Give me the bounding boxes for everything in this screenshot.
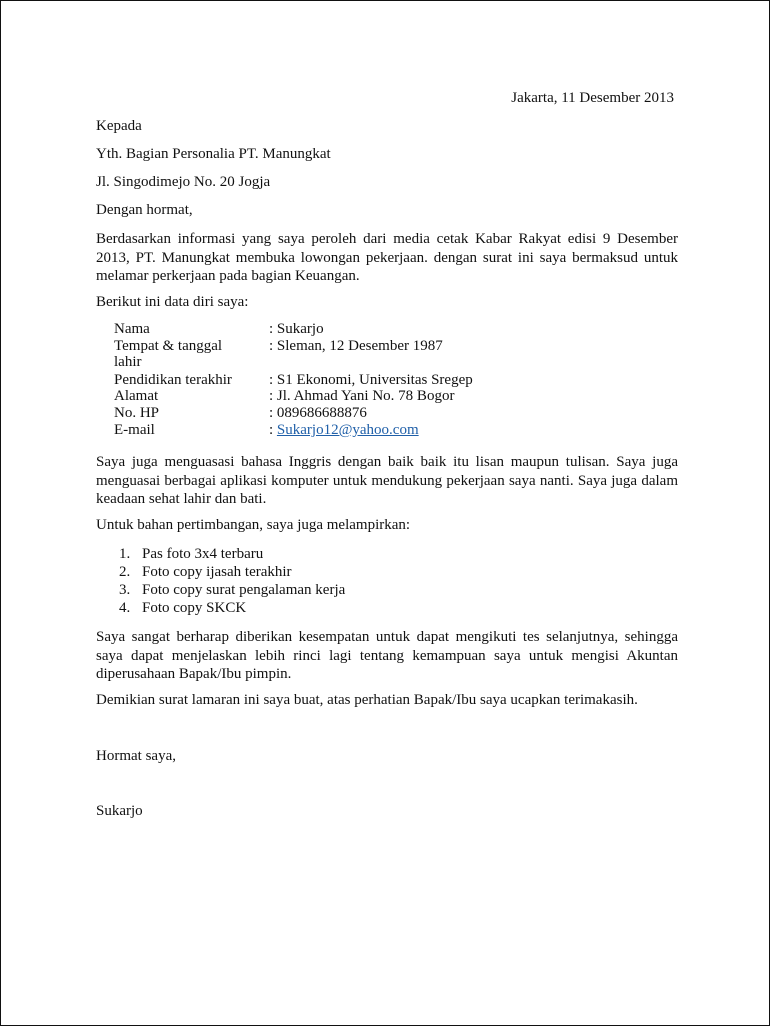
field-label: No. HP [114,405,160,421]
list-item [119,546,263,563]
field-value: : Sleman, 12 Desember 1987 [269,338,443,354]
list-item [119,582,345,599]
opening-paragraph: Berdasarkan informasi yang saya peroleh dari media cetak Kabar Rakyat edisi 9 Desember 2013, PT. Manungkat membuka lowongan pekerjaan. dengan surat ini saya bermaksud untuk melamar perkerjaan pada bagian Keuangan. [96,231,678,284]
greeting: Dengan hormat, [96,202,193,218]
field-label: Tempat & tanggal lahir [114,338,223,370]
personal-data-intro: Berikut ini data diri saya: [96,294,249,310]
field-label: Nama [114,321,150,337]
list-number: 3. [119,582,131,598]
field-label: Alamat [114,388,159,404]
letter-date: Jakarta, 11 Desember 2013 [511,90,674,106]
list-item [119,600,246,617]
recipient-line: Yth. Bagian Personalia PT. Manungkat [96,146,331,162]
list-number: 1. [119,546,131,562]
closing-salutation: Hormat saya, [96,748,176,764]
list-text: Pas foto 3x4 terbaru [142,546,264,562]
list-number: 2. [119,564,131,580]
hope-paragraph: Saya sangat berharap diberikan kesempatan untuk dapat mengikuti tes selanjutnya, sehingga saya dapat menjelaskan lebih rinci lagi tentang kemampuan saya untuk mengisi Akuntan diperusahaan Bapak/Ibu pimpin. [96,629,678,682]
to-label: Kepada [96,118,142,134]
skills-paragraph: Saya juga menguasasi bahasa Inggris dengan baik baik itu lisan maupun tulisan. Saya juga menguasai berbagai aplikasi komputer untuk mendukung pekerjaan saya nanti. Saya juga dalam keadaan sehat lahir dan bati. [96,454,678,507]
list-item [119,564,292,581]
field-value: : S1 Ekonomi, Universitas Sregep [269,372,473,388]
email-link[interactable]: Sukarjo12@yahoo.com [276,422,419,438]
field-value: : Sukarjo [269,321,324,337]
list-text: Foto copy ijasah terakhir [142,564,292,580]
field-label: E-mail [114,422,155,438]
attachments-intro: Untuk bahan pertimbangan, saya juga melampirkan: [96,517,411,533]
field-value-email [269,422,419,439]
recipient-address: Jl. Singodimejo No. 20 Jogja [96,174,271,190]
field-label: Pendidikan terakhir [114,372,232,388]
list-text: Foto copy SKCK [142,600,247,616]
field-value: : Jl. Ahmad Yani No. 78 Bogor [269,388,455,404]
list-text: Foto copy surat pengalaman kerja [142,582,346,598]
field-value: : 089686688876 [269,405,367,421]
list-number: 4. [119,600,131,616]
email-prefix: : [269,422,277,438]
signature-name: Sukarjo [96,803,143,819]
closing-paragraph: Demikian surat lamaran ini saya buat, atas perhatian Bapak/Ibu saya ucapkan terimakasih. [96,692,638,708]
